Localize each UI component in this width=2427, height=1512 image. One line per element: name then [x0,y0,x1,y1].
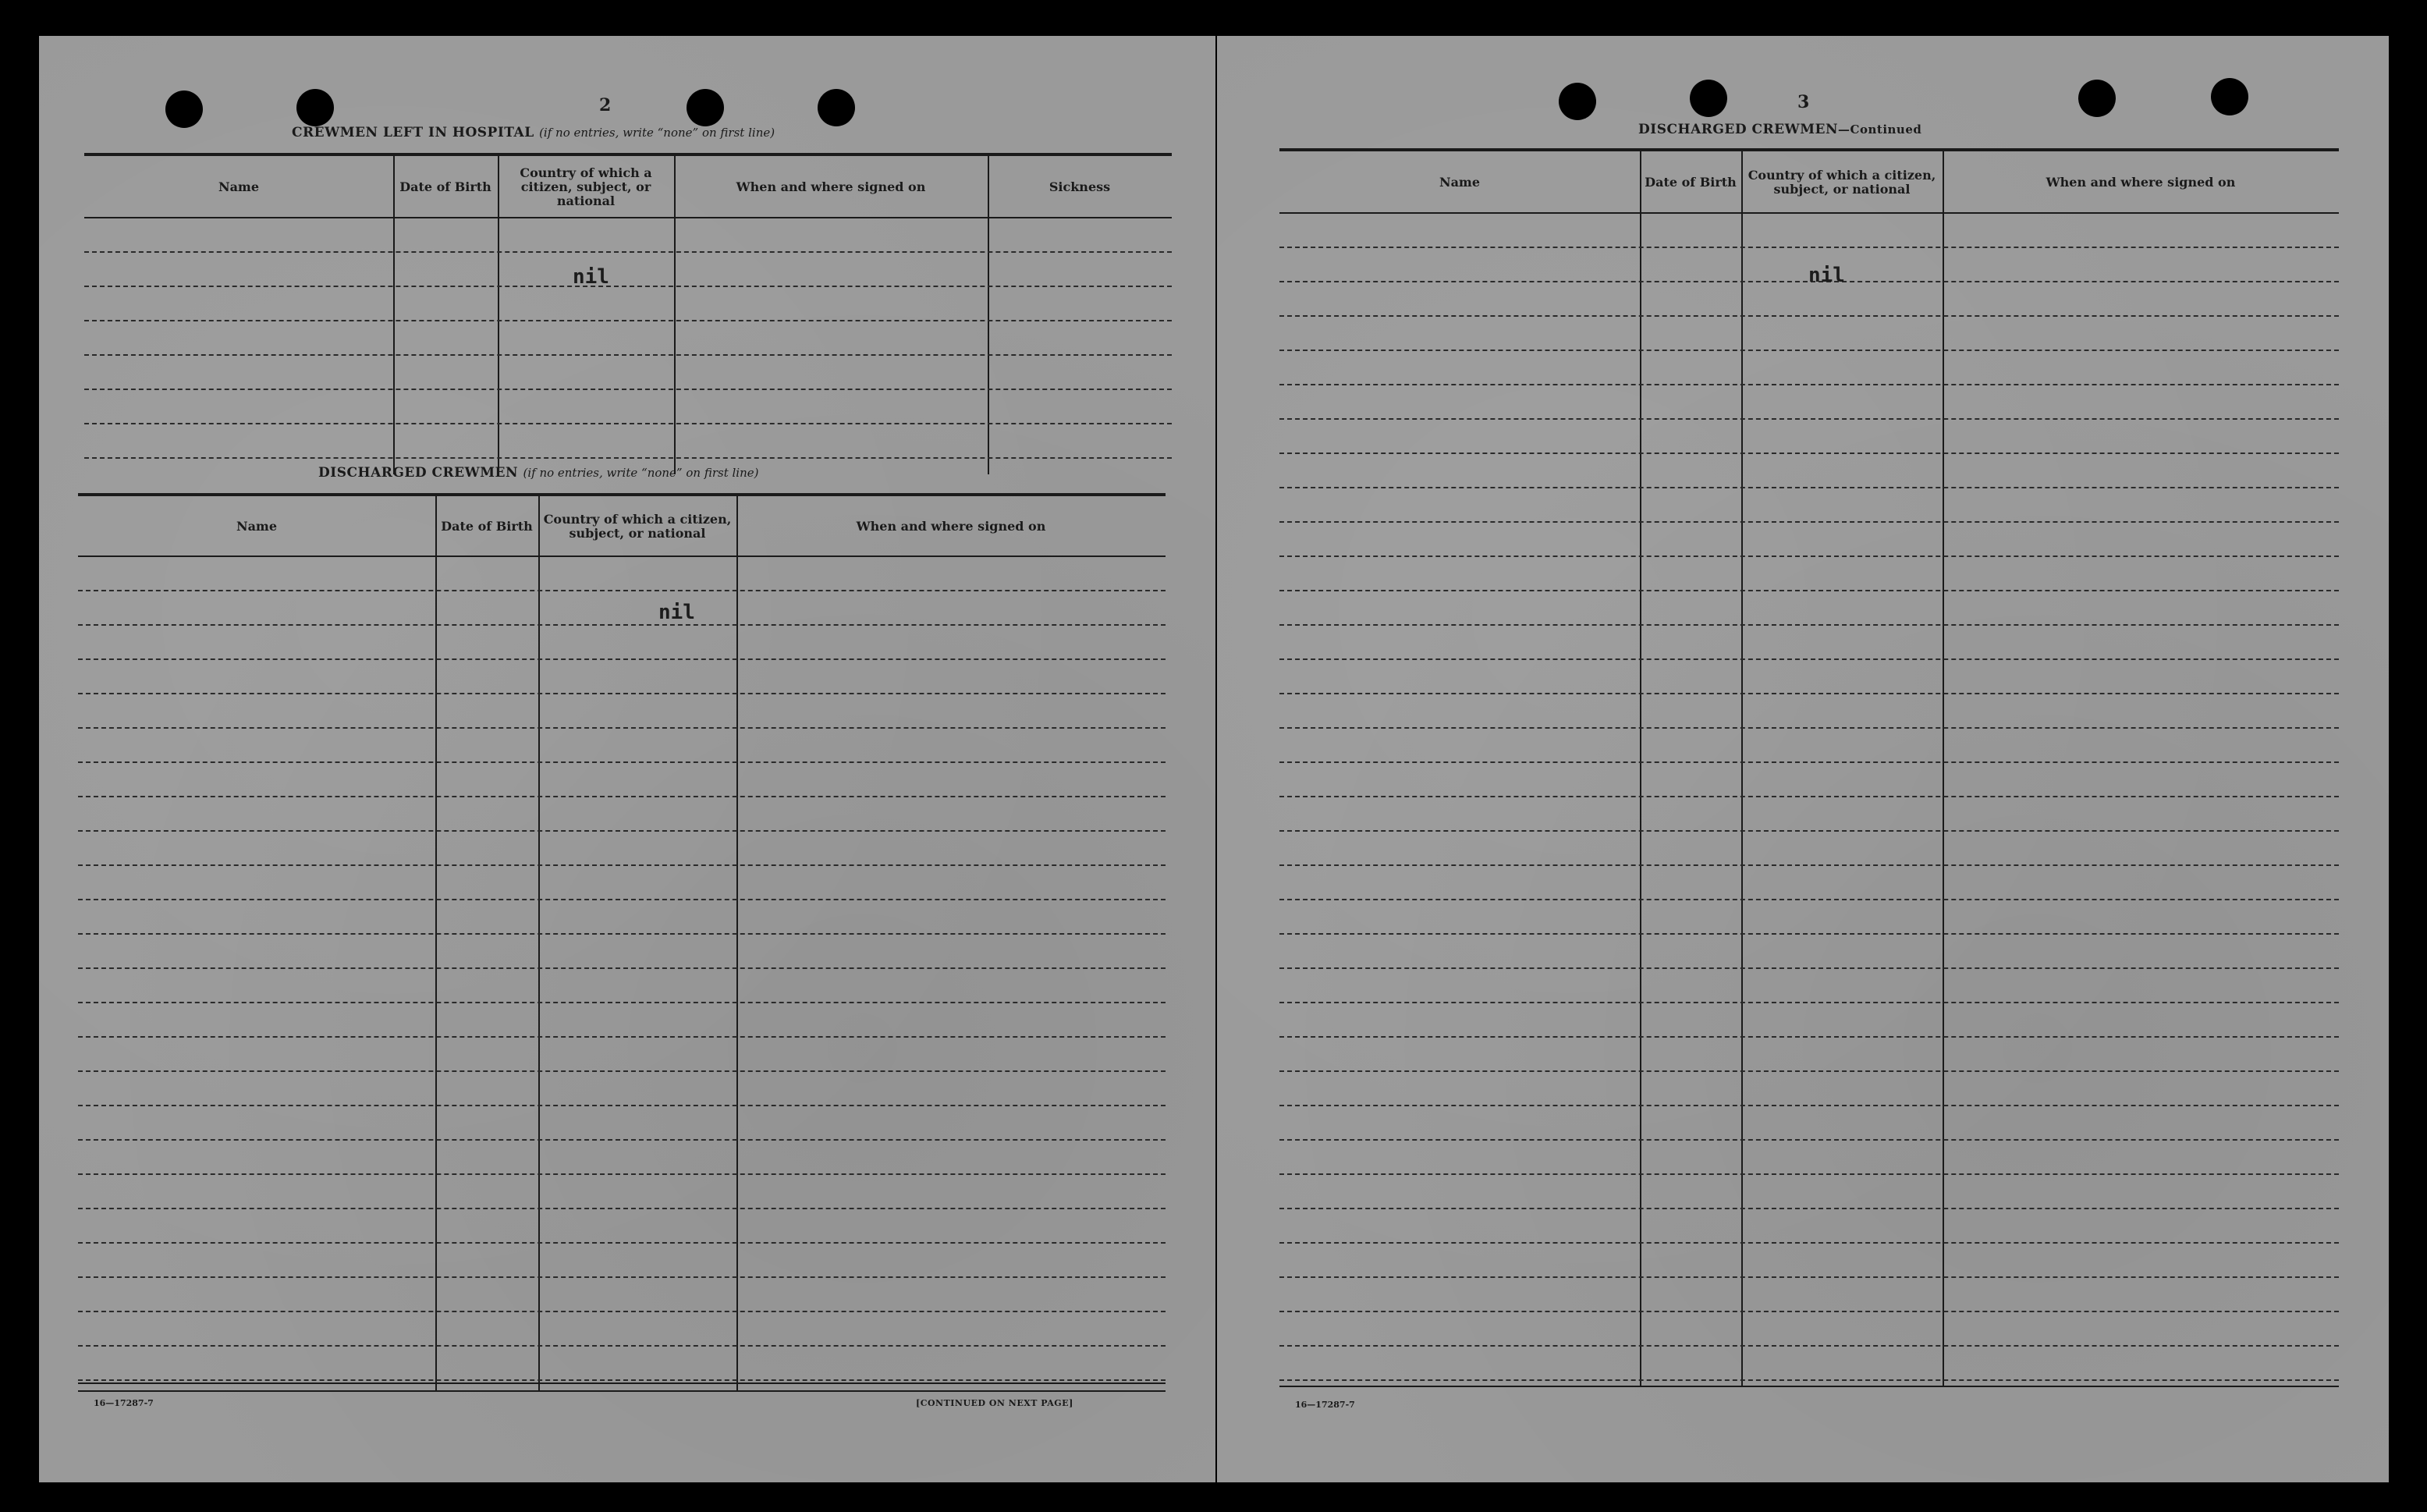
punch-hole [687,89,724,126]
col-header-signed: When and where signed on [736,179,926,194]
hospital-table [84,153,1172,474]
continued-suffix: —Continued [1838,122,1922,137]
hospital-title-note: (if no entries, write “none” on first line) [539,126,775,140]
discharged-continued-title [1638,122,1921,137]
punch-hole [296,89,334,126]
col-header-dob: Date of Birth [441,519,533,534]
punch-hole [165,91,203,128]
col-header-name: Name [218,179,260,194]
col-header-signed: When and where signed on [2046,175,2236,190]
continued-note: [CONTINUED ON NEXT PAGE] [916,1398,1073,1408]
discharged-entry: nil [658,601,695,624]
col-header-country: Country of which a citizen, subject, or national [1748,168,1936,197]
hospital-entry: nil [573,265,609,289]
hospital-title-text: CREWMEN LEFT IN HOSPITAL [292,125,534,140]
left-page [39,36,1215,1482]
page-number: 2 [599,95,612,115]
col-header-name: Name [236,519,278,534]
discharged-continued-title-text: DISCHARGED CREWMEN [1638,122,1839,137]
discharged-section-title [318,465,758,481]
punch-hole [818,89,855,126]
col-header-dob: Date of Birth [399,179,491,194]
col-header-signed: When and where signed on [856,519,1046,534]
col-header-dob: Date of Birth [1645,175,1737,190]
punch-hole [1690,80,1727,117]
discharged-continued-entry: nil [1808,264,1845,287]
discharged-continued-table [1279,148,2339,1386]
hospital-section-title [292,125,775,140]
col-header-name: Name [1439,175,1481,190]
right-page [1217,36,2389,1482]
form-number: 16—17287-7 [94,1398,154,1408]
page-number: 3 [1797,92,1810,112]
discharged-title-text: DISCHARGED CREWMEN [318,465,519,481]
punch-hole [1559,83,1596,120]
punch-hole [2211,78,2248,115]
discharged-title-note: (if no entries, write “none” on first line) [523,466,759,480]
col-header-sickness: Sickness [1049,179,1111,194]
col-header-country: Country of which a citizen, subject, or national [520,165,652,208]
form-number: 16—17287-7 [1295,1400,1355,1410]
discharged-table [78,493,1166,1392]
punch-hole [2078,80,2116,117]
col-header-country: Country of which a citizen, subject, or national [543,512,732,541]
